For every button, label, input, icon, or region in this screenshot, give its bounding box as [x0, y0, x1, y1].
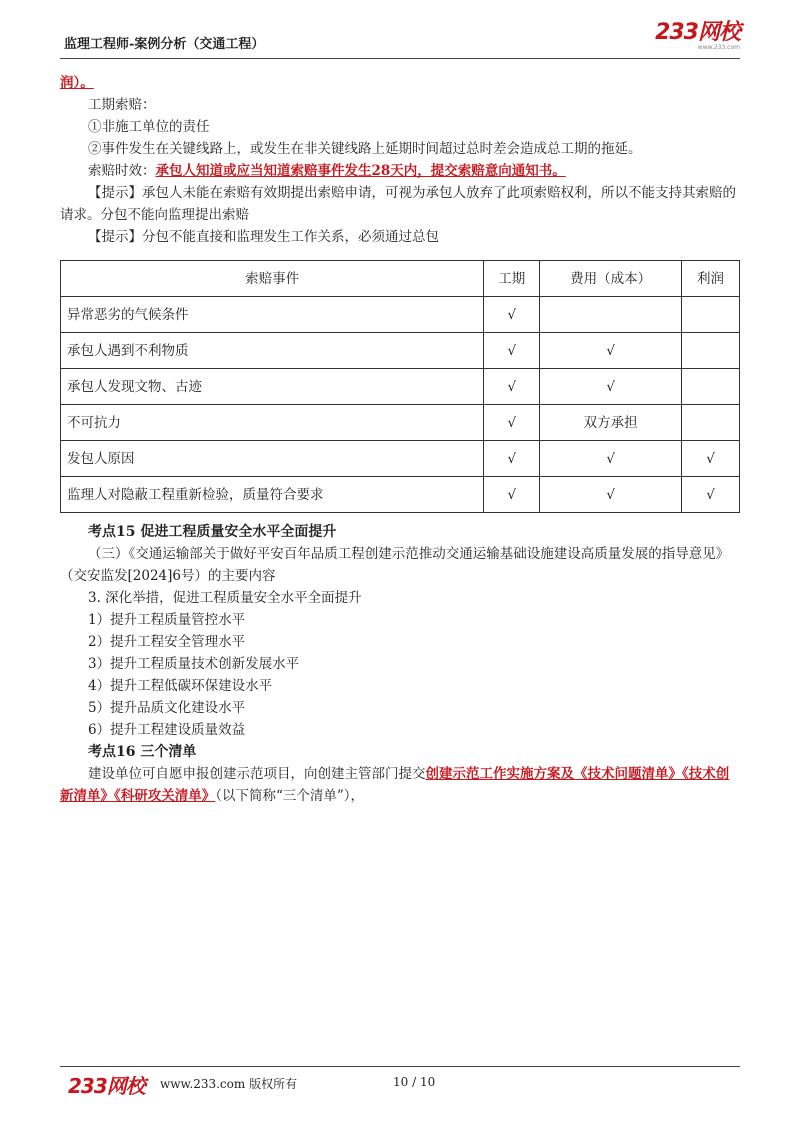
page-content: [60, 72, 740, 807]
table-row: [61, 441, 740, 477]
footer-logo: 233网校: [68, 1074, 145, 1098]
section-16-paragraph: [60, 763, 740, 807]
claim-time-limit-label: 索赔时效：: [88, 163, 156, 179]
claims-table: [60, 260, 740, 513]
profit-cell: √: [682, 477, 740, 513]
footer-divider: [60, 1066, 740, 1067]
table-row: [61, 297, 740, 333]
section-16-highlight: 创建示范工作实施方案及《技术问题清单》《技术创新清单》《科研攻关清单》: [60, 766, 730, 804]
list-item: 2）提升工程安全管理水平: [88, 634, 246, 650]
tip-paragraph-1: 【提示】承包人未能在索赔有效期提出索赔申请，可视为承包人放弃了此项索赔权利，所以不能支持其索赔的请求。分包不能向监理提出索赔: [60, 185, 736, 223]
section-15-intro: （三）《交通运输部关于做好平安百年品质工程创建示范推动交通运输基础设施建设高质量发展的指导意见》（交安监发[2024]6号）的主要内容: [60, 546, 730, 584]
section-15-subheading: 3. 深化举措，促进工程质量安全水平全面提升: [88, 590, 362, 606]
cost-cell: [540, 297, 682, 333]
profit-cell: [682, 297, 740, 333]
table-row: [61, 405, 740, 441]
duration-cell: √: [484, 369, 540, 405]
duration-cell: √: [484, 441, 540, 477]
continued-text: 润）。: [60, 75, 94, 91]
duration-cell: √: [484, 297, 540, 333]
section-16-text-end: （以下简称“三个清单”），: [215, 788, 365, 804]
cost-cell: √: [540, 441, 682, 477]
footer-copyright: www.233.com 版权所有: [160, 1077, 298, 1091]
list-item: 1）提升工程质量管控水平: [88, 612, 246, 628]
brand-logo: [655, 22, 740, 52]
table-header-cell: 工期: [484, 261, 540, 297]
page-footer: [60, 1066, 740, 1106]
profit-cell: [682, 405, 740, 441]
duration-cell: √: [484, 333, 540, 369]
claim-event-cell: 不可抗力: [61, 405, 484, 441]
list-item: 4）提升工程低碳环保建设水平: [88, 678, 273, 694]
cost-cell: √: [540, 333, 682, 369]
table-row: [61, 477, 740, 513]
table-header-cell: 费用（成本）: [540, 261, 682, 297]
profit-cell: [682, 333, 740, 369]
claim-time-limit: [60, 160, 740, 182]
section-16-text: 建设单位可自愿申报创建示范项目，向创建主管部门提交: [88, 766, 426, 782]
claim-event-cell: 承包人遇到不利物质: [61, 333, 484, 369]
profit-cell: [682, 369, 740, 405]
table-header-cell: 索赔事件: [61, 261, 484, 297]
claim-event-cell: 监理人对隐蔽工程重新检验，质量符合要求: [61, 477, 484, 513]
page-number: 10 / 10: [393, 1075, 436, 1089]
claim-event-cell: 异常恶劣的气候条件: [61, 297, 484, 333]
cost-cell: 双方承担: [540, 405, 682, 441]
table-header-cell: 利润: [682, 261, 740, 297]
list-item: 5）提升品质文化建设水平: [88, 700, 246, 716]
section-16-heading: 考点16 三个清单: [88, 744, 197, 760]
claim-event-cell: 发包人原因: [61, 441, 484, 477]
duration-cell: √: [484, 405, 540, 441]
claim-time-limit-text: 承包人知道或应当知道索赔事件发生28天内，提交索赔意向通知书。: [155, 163, 566, 179]
cost-cell: √: [540, 477, 682, 513]
document-title: 监理工程师-案例分析（交通工程）: [64, 37, 265, 52]
brand-logo-mark: 233网校: [655, 20, 740, 45]
tip-paragraph-2: 【提示】分包不能直接和监理发生工作关系，必须通过总包: [88, 229, 439, 245]
page-header: [60, 20, 740, 58]
table-header-row: [61, 261, 740, 297]
header-divider: [60, 58, 740, 59]
delay-condition-1: ①非施工单位的责任: [88, 119, 210, 135]
table-row: [61, 369, 740, 405]
brand-logo-url: www.233.com: [697, 44, 740, 51]
profit-cell: √: [682, 441, 740, 477]
delay-claim-label: 工期索赔：: [88, 97, 156, 113]
table-row: [61, 333, 740, 369]
cost-cell: √: [540, 369, 682, 405]
list-item: 3）提升工程质量技术创新发展水平: [88, 656, 300, 672]
list-item: 6）提升工程建设质量效益: [88, 722, 246, 738]
claim-event-cell: 承包人发现文物、古迹: [61, 369, 484, 405]
duration-cell: √: [484, 477, 540, 513]
delay-condition-2: ②事件发生在关键线路上，或发生在非关键线路上延期时间超过总时差会造成总工期的拖延。: [88, 141, 642, 157]
section-15-heading: 考点15 促进工程质量安全水平全面提升: [88, 524, 337, 540]
